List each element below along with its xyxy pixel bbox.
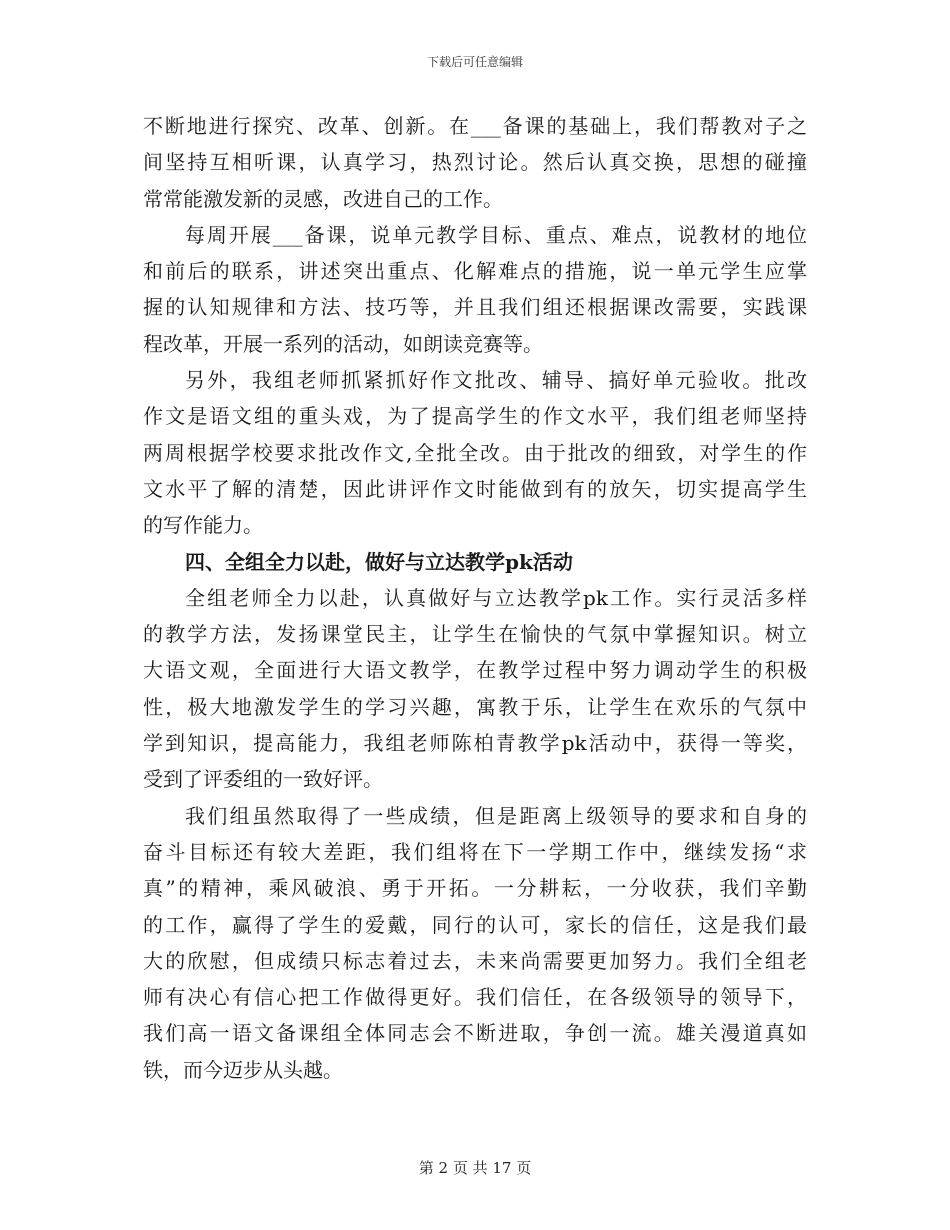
text-line: 两周根据学校要求批改作文,全批全改。由于批改的细致，对学生的作 (143, 440, 807, 465)
text-line: 大的欣慰，但成绩只标志着过去，未来尚需要更加努力。我们全组老 (143, 948, 807, 973)
text-line: 全组老师全力以赴，认真做好与立达教学pk工作。实行灵活多样 (185, 585, 807, 610)
document-body (143, 108, 807, 1088)
text-line: 大语文观，全面进行大语文教学，在教学过程中努力调动学生的积极 (143, 658, 807, 683)
text-line: 作文是语文组的重头戏，为了提高学生的作文水平，我们组老师坚持 (143, 404, 807, 429)
text-line: 每周开展___备课，说单元教学目标、重点、难点，说教材的地位 (185, 222, 807, 247)
text-line: 握的认知规律和方法、技巧等，并且我们组还根据课改需要，实践课 (143, 295, 807, 320)
text-line: 常常能激发新的灵感，改进自己的工作。 (143, 186, 503, 211)
text-line: 和前后的联系，讲述突出重点、化解难点的措施，说一单元学生应掌 (143, 259, 807, 284)
text-line: 学到知识，提高能力，我组老师陈柏青教学pk活动中，获得一等奖， (143, 731, 807, 756)
text-line: 另外，我组老师抓紧抓好作文批改、辅导、搞好单元验收。批改 (185, 368, 807, 393)
section-heading: 四、全组全力以赴，做好与立达教学pk活动 (185, 549, 573, 574)
text-line: 文水平了解的清楚，因此讲评作文时能做到有的放矢，切实提高学生 (143, 476, 807, 501)
page-number: 第 2 页 共 17 页 (418, 1159, 532, 1177)
text-line: 不断地进行探究、改革、创新。在___备课的基础上，我们帮教对子之 (143, 114, 807, 138)
text-line: 间坚持互相听课，认真学习，热烈讨论。然后认真交换，思想的碰撞 (143, 150, 807, 175)
text-line: 铁，而今迈步从头越。 (143, 1057, 343, 1082)
text-line: 真”的精神，乘风破浪、勇于开拓。一分耕耘，一分收获，我们辛勤 (143, 876, 807, 901)
page-header: 下载后可任意编辑 (426, 55, 523, 69)
text-line: 的教学方法，发扬课堂民主，让学生在愉快的气氛中掌握知识。树立 (143, 622, 807, 647)
text-line: 我们组虽然取得了一些成绩，但是距离上级领导的要求和自身的 (185, 803, 807, 828)
text-line: 程改革，开展一系列的活动，如朗读竞赛等。 (143, 331, 543, 356)
text-line: 奋斗目标还有较大差距，我们组将在下一学期工作中，继续发扬“求 (143, 839, 807, 864)
text-line: 的写作能力。 (143, 513, 263, 538)
text-line: 我们高一语文备课组全体同志会不断进取，争创一流。雄关漫道真如 (143, 1021, 807, 1046)
text-line: 的工作，赢得了学生的爱戴，同行的认可，家长的信任，这是我们最 (143, 912, 807, 937)
text-line: 受到了评委组的一致好评。 (143, 767, 383, 792)
text-line: 性，极大地激发学生的学习兴趣，寓教于乐，让学生在欢乐的气氛中 (143, 694, 807, 719)
text-line: 师有决心有信心把工作做得更好。我们信任，在各级领导的领导下， (143, 985, 807, 1010)
